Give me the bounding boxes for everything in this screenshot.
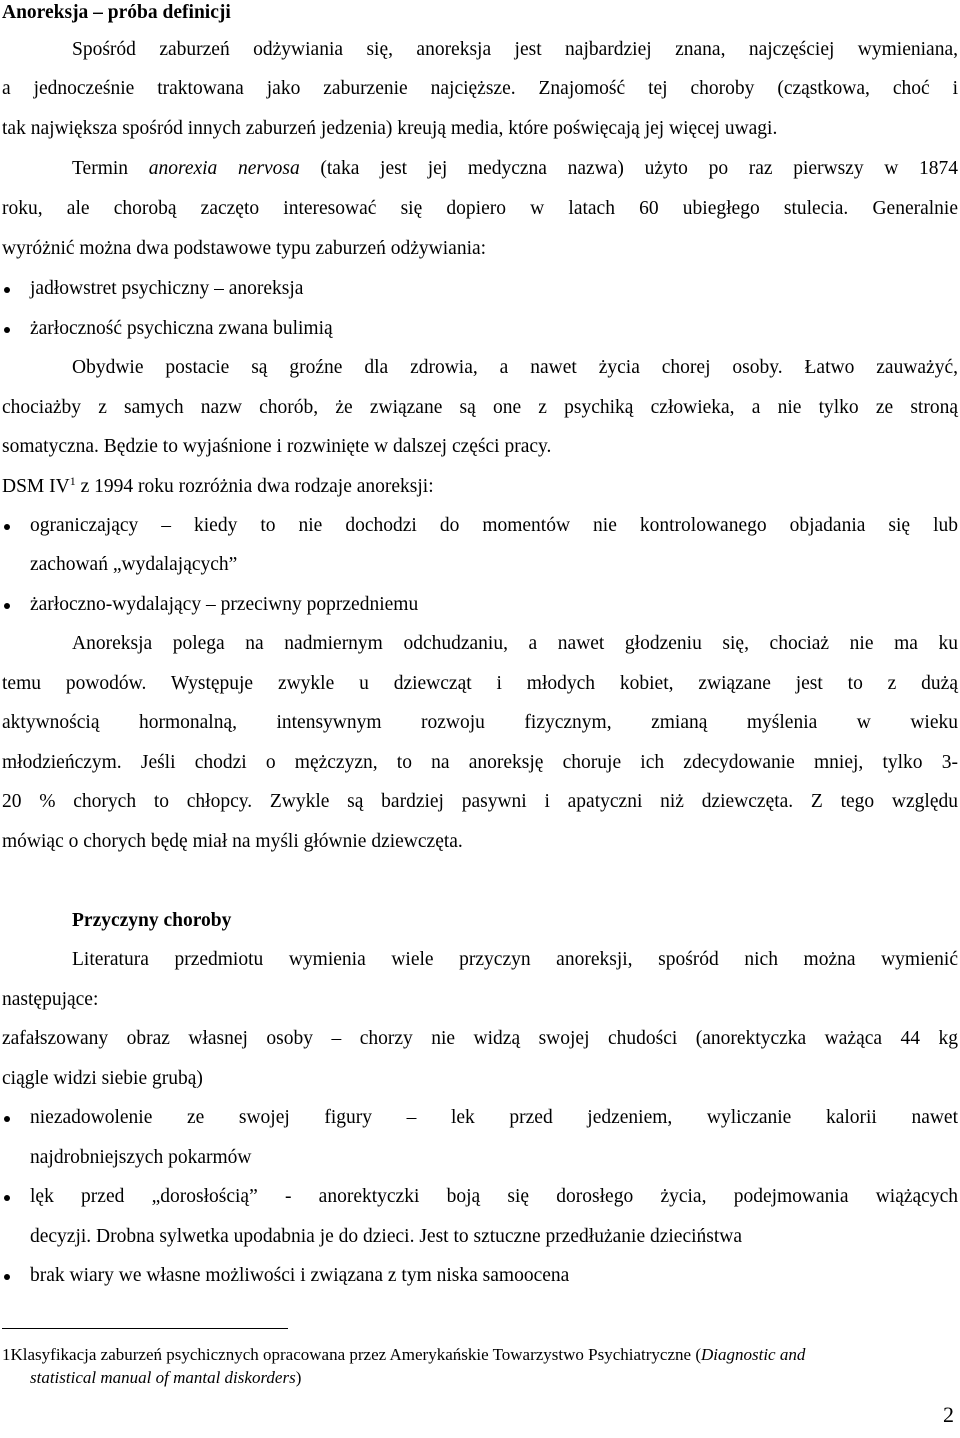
footnote-line-1 — [2, 1344, 805, 1366]
list-item: ograniczający – kiedy to nie dochodzi do momentów nie kontrolowanego objadania się lub — [30, 515, 958, 536]
list-item: żarłoczno-wydalający – przeciwny poprzedniemu — [30, 594, 419, 615]
term-rest: (taka jest jej medyczna nazwa) użyto po raz pierwszy w 1874 — [320, 158, 958, 179]
dsm-text: z 1994 roku rozróżnia dwa rodzaje anoreksji: — [75, 476, 434, 497]
list-item-continuation: najdrobniejszych pokarmów — [30, 1147, 252, 1168]
list-item: żarłoczność psychiczna zwana bulimią — [30, 318, 333, 339]
paragraph-line: Spośród zaburzeń odżywiania się, anoreksja jest najbardziej znana, najczęściej wymieniana, — [72, 39, 958, 60]
footnote-separator — [2, 1328, 288, 1329]
page-number: 2 — [943, 1402, 954, 1427]
footnote-ref: 1 — [69, 474, 76, 488]
footnote-title-part2: statistical manual of mantal diskorders — [30, 1368, 296, 1387]
bullet-icon — [4, 524, 10, 530]
footnote-line-2 — [30, 1367, 301, 1389]
paragraph-line: wyróżnić można dwa podstawowe typu zaburzeń odżywiania: — [2, 238, 487, 259]
paragraph-line: a jednocześnie traktowana jako zaburzenie najcięższe. Znajomość tej choroby (cząstkowa, choć i — [2, 78, 958, 99]
section-heading-definition: Anoreksja – próba definicji — [2, 2, 231, 23]
paragraph-line: następujące: — [2, 989, 99, 1010]
paragraph-line: młodzieńczym. Jeśli chodzi o mężczyzn, to na anoreksję choruje ich zdecydowanie mniej, tylko 3- — [2, 752, 958, 773]
paragraph-line: tak największa spośród innych zaburzeń jedzenia) kreują media, które poświęcają jej więcej uwagi. — [2, 118, 778, 139]
paragraph-line: aktywnością hormonalną, intensywnym rozwoju fizycznym, zmianą myślenia w wieku — [2, 712, 958, 733]
paragraph-line: Anoreksja polega na nadmiernym odchudzaniu, a nawet głodzeniu się, chociaż nie ma ku — [72, 633, 958, 654]
paragraph-line: mówiąc o chorych będę miał na myśli głównie dziewczęta. — [2, 831, 463, 852]
paragraph-line: Literatura przedmiotu wymienia wiele przyczyn anoreksji, spośród nich można wymienić — [72, 949, 958, 970]
bullet-icon — [4, 1274, 10, 1280]
bullet-icon — [4, 287, 10, 293]
list-item: lęk przed „dorosłością” - anorektyczki boją się dorosłego życia, podejmowania wiążących — [30, 1186, 958, 1207]
dsm-label: DSM IV — [2, 476, 70, 497]
term-latin: anorexia nervosa — [148, 158, 300, 179]
list-item-continuation: decyzji. Drobna sylwetka upodabnia je do dzieci. Jest to sztuczne przedłużanie dzieciństwa — [30, 1226, 743, 1247]
bullet-icon — [4, 1195, 10, 1201]
list-item: niezadowolenie ze swojej figury – lek przed jedzeniem, wyliczanie kalorii nawet — [30, 1107, 958, 1128]
paragraph-line: chociażby z samych nazw chorób, że związane są one z psychiką człowieka, a nie tylko ze stroną — [2, 397, 958, 418]
list-item-continuation: zachowań „wydalających” — [30, 554, 238, 575]
paragraph-line: Obydwie postacie są groźne dla zdrowia, a nawet życia chorej osoby. Łatwo zauważyć, — [72, 357, 958, 378]
paragraph-line: ciągle widzi siebie grubą) — [2, 1068, 203, 1089]
paragraph-line: zafałszowany obraz własnej osoby – chorzy nie widzą swojej chudości (anorektyczka ważąca 44 kg — [2, 1028, 958, 1049]
paragraph-line: roku, ale chorobą zaczęto interesować się dopiero w latach 60 ubiegłego stulecia. Generalnie — [2, 198, 958, 219]
paragraph-line: somatyczna. Będzie to wyjaśnione i rozwinięte w dalszej części pracy. — [2, 436, 552, 457]
term-intro: Termin — [72, 158, 129, 179]
paragraph-line: 20 % chorych to chłopcy. Zwykle są bardziej pasywni i apatyczni niż dziewczęta. Z tego względu — [2, 791, 958, 812]
bullet-icon — [4, 327, 10, 333]
section-heading-causes: Przyczyny choroby — [72, 910, 232, 931]
footnote-text: 1Klasyfikacja zaburzeń psychicznych opracowana przez Amerykańskie Towarzystwo Psychiatryczne ( — [2, 1345, 701, 1364]
list-item: jadłowstret psychiczny – anoreksja — [30, 278, 304, 299]
footnote-title-part1: Diagnostic and — [700, 1345, 806, 1364]
bullet-icon — [4, 603, 10, 609]
paragraph-line: temu powodów. Występuje zwykle u dziewcząt i młodych kobiet, związane jest to z dużą — [2, 673, 958, 694]
paragraph-line-term — [72, 156, 958, 182]
bullet-icon — [4, 1116, 10, 1122]
footnote-closing: ) — [295, 1368, 302, 1387]
dsm-line — [2, 474, 958, 500]
list-item: brak wiary we własne możliwości i związana z tym niska samoocena — [30, 1265, 570, 1286]
